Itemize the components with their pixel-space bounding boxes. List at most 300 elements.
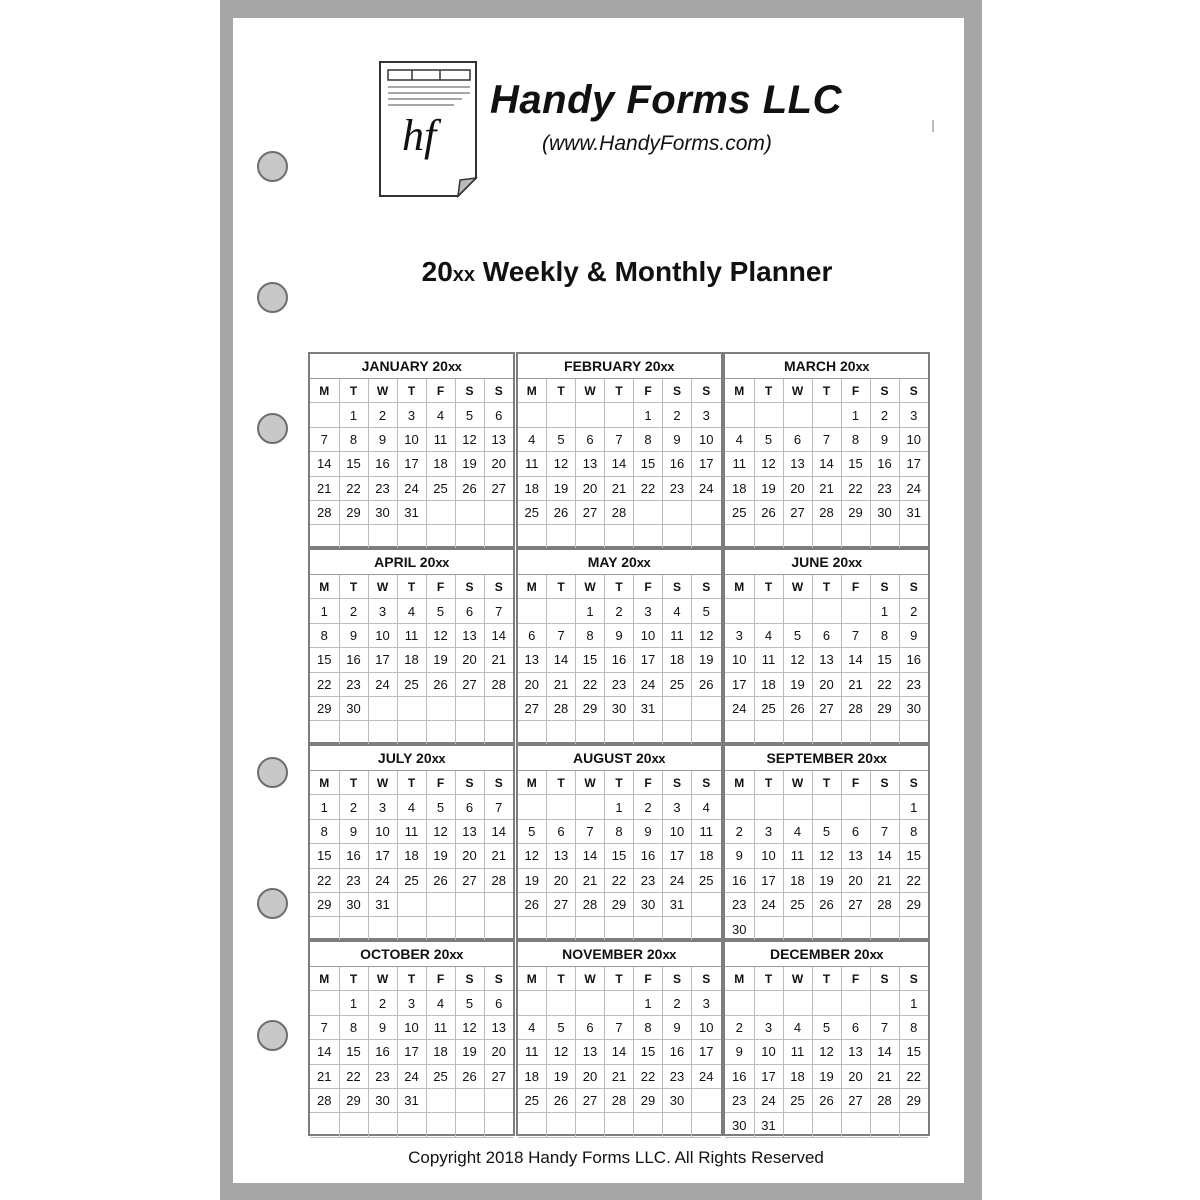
day-cell	[634, 917, 663, 941]
day-cell: 22	[576, 672, 605, 696]
month-year-suffix: xx	[660, 359, 674, 374]
weekday-header: T	[339, 575, 368, 599]
day-cell: 25	[397, 868, 426, 892]
month-name	[310, 746, 513, 771]
day-cell	[841, 795, 870, 819]
day-cell	[605, 1113, 634, 1137]
week-row	[518, 476, 721, 500]
month-name	[518, 942, 721, 967]
month-year-suffix: xx	[431, 751, 446, 766]
day-cell: 27	[455, 868, 484, 892]
week-row	[518, 623, 721, 647]
week-row	[725, 917, 928, 941]
day-cell: 31	[634, 696, 663, 720]
day-cell: 10	[692, 427, 721, 451]
day-cell: 3	[397, 991, 426, 1015]
week-row	[310, 648, 513, 672]
day-cell: 25	[754, 696, 783, 720]
day-cell: 20	[576, 1064, 605, 1088]
week-row	[725, 819, 928, 843]
day-cell: 26	[812, 892, 841, 916]
day-cell	[310, 721, 339, 745]
day-cell: 4	[518, 427, 547, 451]
day-cell: 24	[692, 476, 721, 500]
weekday-header: S	[899, 379, 928, 403]
week-row	[310, 1113, 513, 1137]
day-cell: 13	[484, 1015, 513, 1039]
day-cell: 27	[518, 696, 547, 720]
day-cell	[754, 403, 783, 427]
handy-forms-logo	[378, 60, 478, 198]
day-cell	[725, 525, 754, 549]
day-cell: 7	[576, 819, 605, 843]
weekday-header: T	[754, 379, 783, 403]
week-row	[310, 1040, 513, 1064]
weekday-header: W	[368, 771, 397, 795]
day-cell	[426, 1088, 455, 1112]
day-cell: 15	[339, 1040, 368, 1064]
weekday-header: M	[518, 379, 547, 403]
month-name-text: FEBRUARY 20	[564, 358, 661, 374]
day-cell	[812, 991, 841, 1015]
month-day-table	[518, 379, 721, 550]
day-cell: 13	[841, 844, 870, 868]
month-name-text: OCTOBER 20	[360, 946, 450, 962]
month-year-suffix: xx	[855, 359, 870, 374]
weekday-header: F	[634, 967, 663, 991]
day-cell: 7	[870, 819, 899, 843]
day-cell: 26	[783, 696, 812, 720]
day-cell: 23	[663, 1064, 692, 1088]
month-name	[725, 746, 928, 771]
day-cell: 7	[547, 623, 576, 647]
month-name-text: JANUARY 20	[361, 358, 448, 374]
day-cell: 18	[783, 868, 812, 892]
day-cell	[605, 721, 634, 745]
day-cell	[576, 917, 605, 941]
day-cell: 10	[754, 844, 783, 868]
day-cell: 5	[455, 991, 484, 1015]
week-row	[725, 696, 928, 720]
day-cell: 18	[397, 648, 426, 672]
day-cell: 27	[576, 500, 605, 524]
day-cell: 4	[397, 795, 426, 819]
day-cell	[692, 1113, 721, 1137]
day-cell: 2	[725, 1015, 754, 1039]
week-row	[518, 1040, 721, 1064]
day-cell: 22	[634, 1064, 663, 1088]
day-cell: 14	[812, 452, 841, 476]
week-row	[310, 917, 513, 941]
week-row	[518, 1015, 721, 1039]
day-cell: 9	[605, 623, 634, 647]
day-cell: 15	[899, 1040, 928, 1064]
day-cell: 13	[455, 819, 484, 843]
day-cell: 15	[605, 844, 634, 868]
day-cell: 25	[783, 1088, 812, 1112]
day-cell: 2	[605, 599, 634, 623]
weekday-header: F	[634, 379, 663, 403]
month-name-text: AUGUST 20	[572, 750, 652, 766]
weekday-header: M	[518, 575, 547, 599]
week-row	[725, 721, 928, 745]
day-cell: 12	[426, 623, 455, 647]
day-cell: 14	[870, 1040, 899, 1064]
weekday-header: W	[783, 379, 812, 403]
month-name-text: SEPTEMBER 20	[766, 750, 874, 766]
day-cell: 12	[754, 452, 783, 476]
day-cell: 18	[397, 844, 426, 868]
day-cell	[841, 721, 870, 745]
day-cell: 25	[725, 500, 754, 524]
day-cell: 20	[576, 476, 605, 500]
day-cell	[899, 721, 928, 745]
day-cell: 11	[397, 819, 426, 843]
day-cell	[339, 1113, 368, 1137]
weekday-header: M	[310, 967, 339, 991]
weekday-header: M	[310, 771, 339, 795]
day-cell: 18	[754, 672, 783, 696]
day-cell: 4	[783, 819, 812, 843]
day-cell: 6	[812, 623, 841, 647]
weekday-header: W	[576, 379, 605, 403]
day-cell: 2	[663, 991, 692, 1015]
month-calendar	[308, 352, 515, 548]
title-year-suffix: xx	[452, 264, 476, 286]
day-cell	[692, 525, 721, 549]
day-cell: 5	[812, 1015, 841, 1039]
day-cell: 6	[576, 1015, 605, 1039]
day-cell: 7	[310, 427, 339, 451]
day-cell: 10	[663, 819, 692, 843]
day-cell: 15	[899, 844, 928, 868]
day-cell	[812, 795, 841, 819]
month-day-table	[518, 771, 721, 942]
day-cell: 21	[547, 672, 576, 696]
weekday-header: S	[870, 771, 899, 795]
day-cell: 29	[339, 500, 368, 524]
day-cell: 19	[455, 1040, 484, 1064]
day-cell	[426, 500, 455, 524]
day-cell	[397, 1113, 426, 1137]
week-row	[725, 648, 928, 672]
week-row	[310, 892, 513, 916]
day-cell: 12	[426, 819, 455, 843]
day-cell: 11	[725, 452, 754, 476]
week-row	[310, 403, 513, 427]
month-calendar	[308, 940, 515, 1136]
day-cell	[783, 795, 812, 819]
day-cell: 8	[576, 623, 605, 647]
day-cell: 4	[397, 599, 426, 623]
day-cell: 18	[783, 1064, 812, 1088]
weekday-header: W	[368, 575, 397, 599]
day-cell: 17	[692, 452, 721, 476]
day-cell	[368, 917, 397, 941]
weekday-header: S	[455, 967, 484, 991]
day-cell	[518, 403, 547, 427]
weekday-header-row	[518, 379, 721, 403]
week-row	[725, 1040, 928, 1064]
weekday-header: M	[725, 967, 754, 991]
day-cell: 9	[368, 427, 397, 451]
week-row	[310, 1015, 513, 1039]
day-cell: 30	[725, 1113, 754, 1137]
weekday-header: S	[663, 771, 692, 795]
day-cell: 13	[518, 648, 547, 672]
day-cell: 24	[754, 892, 783, 916]
day-cell: 18	[426, 452, 455, 476]
weekday-header: T	[397, 967, 426, 991]
day-cell	[455, 1113, 484, 1137]
svg-text:hf: hf	[402, 111, 437, 160]
day-cell	[310, 525, 339, 549]
week-row	[518, 500, 721, 524]
month-name	[310, 354, 513, 379]
day-cell: 26	[455, 476, 484, 500]
day-cell: 14	[310, 452, 339, 476]
day-cell	[841, 599, 870, 623]
day-cell	[576, 1113, 605, 1137]
day-cell	[725, 599, 754, 623]
day-cell: 17	[754, 868, 783, 892]
day-cell: 28	[841, 696, 870, 720]
weekday-header: T	[812, 575, 841, 599]
month-name	[310, 550, 513, 575]
day-cell: 26	[692, 672, 721, 696]
day-cell: 29	[870, 696, 899, 720]
day-cell: 21	[484, 648, 513, 672]
day-cell	[547, 917, 576, 941]
day-cell: 15	[576, 648, 605, 672]
day-cell: 6	[484, 403, 513, 427]
day-cell	[484, 1113, 513, 1137]
day-cell: 26	[426, 672, 455, 696]
day-cell: 1	[899, 991, 928, 1015]
week-row	[725, 672, 928, 696]
weekday-header-row	[518, 967, 721, 991]
day-cell: 6	[518, 623, 547, 647]
day-cell: 13	[484, 427, 513, 451]
day-cell	[663, 721, 692, 745]
week-row	[310, 819, 513, 843]
day-cell: 13	[576, 1040, 605, 1064]
day-cell	[484, 525, 513, 549]
weekday-header-row	[518, 771, 721, 795]
day-cell: 28	[547, 696, 576, 720]
day-cell: 21	[310, 1064, 339, 1088]
day-cell: 8	[841, 427, 870, 451]
day-cell: 21	[870, 868, 899, 892]
day-cell: 29	[899, 892, 928, 916]
day-cell: 2	[725, 819, 754, 843]
day-cell: 4	[725, 427, 754, 451]
day-cell: 24	[634, 672, 663, 696]
day-cell: 26	[754, 500, 783, 524]
day-cell: 24	[692, 1064, 721, 1088]
day-cell: 20	[484, 452, 513, 476]
day-cell: 25	[518, 1088, 547, 1112]
day-cell: 11	[754, 648, 783, 672]
week-row	[310, 844, 513, 868]
day-cell: 12	[518, 844, 547, 868]
day-cell: 4	[783, 1015, 812, 1039]
day-cell	[576, 525, 605, 549]
month-name	[725, 942, 928, 967]
weekday-header: T	[547, 967, 576, 991]
day-cell: 11	[426, 427, 455, 451]
day-cell	[576, 403, 605, 427]
day-cell: 6	[841, 819, 870, 843]
day-cell: 13	[547, 844, 576, 868]
day-cell: 25	[692, 868, 721, 892]
week-row	[725, 868, 928, 892]
day-cell	[397, 721, 426, 745]
month-calendar	[308, 744, 515, 940]
month-name-text: JUNE 20	[791, 554, 849, 570]
day-cell: 2	[339, 599, 368, 623]
weekday-header: S	[455, 771, 484, 795]
day-cell: 19	[518, 868, 547, 892]
day-cell: 7	[841, 623, 870, 647]
day-cell: 9	[899, 623, 928, 647]
weekday-header: T	[812, 379, 841, 403]
month-calendar	[723, 548, 930, 744]
day-cell	[692, 721, 721, 745]
week-row	[518, 403, 721, 427]
day-cell: 26	[547, 1088, 576, 1112]
day-cell	[455, 721, 484, 745]
day-cell	[455, 696, 484, 720]
week-row	[518, 427, 721, 451]
weekday-header: S	[484, 967, 513, 991]
weekday-header: F	[841, 575, 870, 599]
day-cell	[812, 917, 841, 941]
month-calendar	[308, 548, 515, 744]
day-cell	[310, 403, 339, 427]
day-cell: 16	[605, 648, 634, 672]
day-cell: 11	[783, 844, 812, 868]
month-day-table	[310, 771, 513, 942]
day-cell: 6	[576, 427, 605, 451]
day-cell	[663, 917, 692, 941]
month-year-suffix: xx	[636, 555, 651, 570]
day-cell: 5	[426, 795, 455, 819]
month-year-suffix: xx	[869, 947, 884, 962]
day-cell: 3	[692, 403, 721, 427]
day-cell: 16	[339, 648, 368, 672]
weekday-header: F	[841, 967, 870, 991]
day-cell: 17	[692, 1040, 721, 1064]
day-cell: 9	[339, 623, 368, 647]
weekday-header-row	[725, 771, 928, 795]
weekday-header: T	[812, 967, 841, 991]
month-calendar	[723, 940, 930, 1136]
day-cell: 15	[841, 452, 870, 476]
day-cell	[812, 403, 841, 427]
day-cell: 9	[725, 844, 754, 868]
day-cell: 16	[368, 452, 397, 476]
day-cell: 6	[484, 991, 513, 1015]
weekday-header: T	[339, 967, 368, 991]
day-cell	[783, 599, 812, 623]
day-cell: 17	[397, 1040, 426, 1064]
day-cell	[870, 721, 899, 745]
weekday-header: M	[725, 379, 754, 403]
day-cell: 18	[518, 1064, 547, 1088]
day-cell	[754, 525, 783, 549]
day-cell: 29	[605, 892, 634, 916]
day-cell: 8	[870, 623, 899, 647]
day-cell	[754, 991, 783, 1015]
day-cell: 3	[899, 403, 928, 427]
day-cell: 15	[634, 452, 663, 476]
day-cell: 7	[605, 427, 634, 451]
week-row	[518, 892, 721, 916]
day-cell	[455, 1088, 484, 1112]
day-cell: 16	[725, 868, 754, 892]
day-cell	[397, 917, 426, 941]
week-row	[725, 500, 928, 524]
week-row	[310, 427, 513, 451]
weekday-header: W	[368, 967, 397, 991]
day-cell: 13	[576, 452, 605, 476]
day-cell: 30	[368, 500, 397, 524]
day-cell	[634, 500, 663, 524]
day-cell: 9	[725, 1040, 754, 1064]
weekday-header: T	[605, 967, 634, 991]
week-row	[310, 500, 513, 524]
weekday-header: S	[899, 967, 928, 991]
week-row	[725, 795, 928, 819]
week-row	[310, 868, 513, 892]
day-cell: 5	[547, 1015, 576, 1039]
day-cell: 27	[841, 1088, 870, 1112]
day-cell: 11	[692, 819, 721, 843]
day-cell: 24	[899, 476, 928, 500]
day-cell	[426, 696, 455, 720]
day-cell: 16	[634, 844, 663, 868]
day-cell	[692, 892, 721, 916]
day-cell: 25	[426, 476, 455, 500]
day-cell: 19	[812, 868, 841, 892]
weekday-header-row	[725, 575, 928, 599]
binder-hole-3	[257, 413, 288, 444]
week-row	[518, 1064, 721, 1088]
weekday-header-row	[310, 379, 513, 403]
day-cell: 17	[634, 648, 663, 672]
day-cell: 2	[634, 795, 663, 819]
day-cell	[368, 721, 397, 745]
month-year-suffix: xx	[449, 947, 463, 962]
day-cell: 26	[455, 1064, 484, 1088]
weekday-header-row	[725, 379, 928, 403]
day-cell	[692, 917, 721, 941]
day-cell	[663, 500, 692, 524]
day-cell: 13	[783, 452, 812, 476]
day-cell: 8	[605, 819, 634, 843]
day-cell: 14	[484, 623, 513, 647]
weekday-header: T	[812, 771, 841, 795]
day-cell: 20	[812, 672, 841, 696]
week-row	[310, 623, 513, 647]
day-cell: 28	[576, 892, 605, 916]
day-cell	[841, 525, 870, 549]
binder-hole-6	[257, 1020, 288, 1051]
day-cell: 8	[310, 819, 339, 843]
day-cell	[518, 991, 547, 1015]
day-cell	[426, 721, 455, 745]
